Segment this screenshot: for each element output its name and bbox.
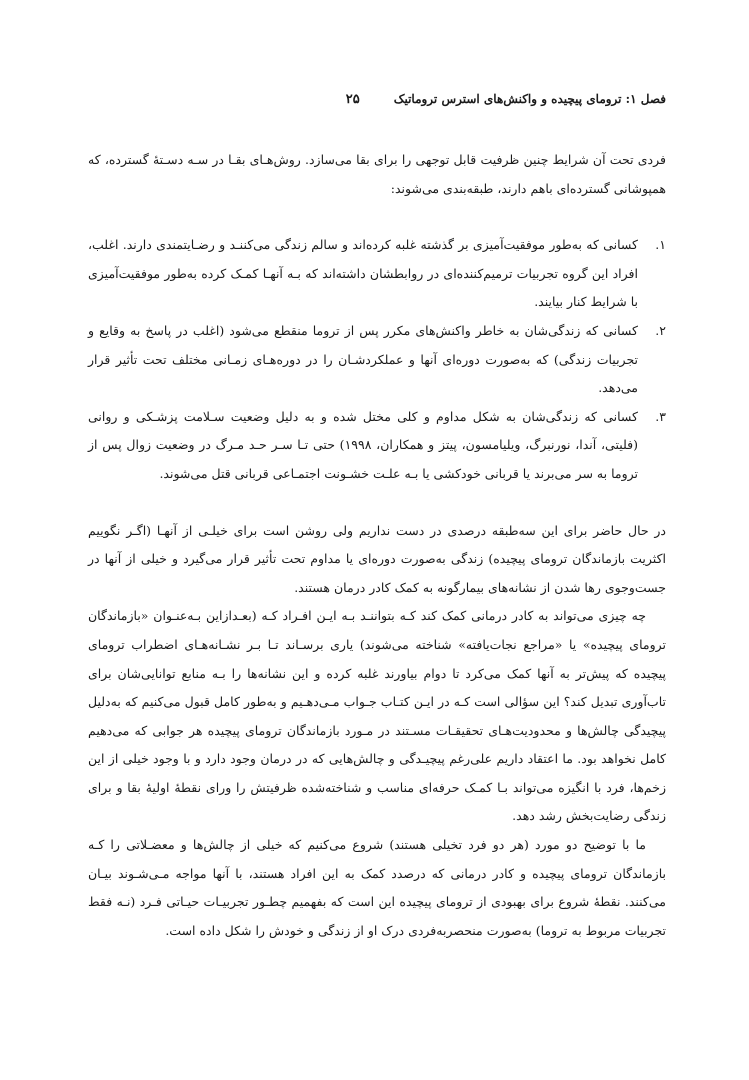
intro-paragraph: فردی تحت آن شرایط چنین ظرفیت قابل توجهی را برای بقا می‌سازد. روش‌هـای بقـا در سـه دسـتهٔ گسترده، که همپوشانی گسترده‌ای باهم دارند، طبقه‌بندی می‌شوند: <box>88 152 666 196</box>
chapter-title: فصل ۱: ترومای پیچیده و واکنش‌های استرس تروماتیک <box>393 92 666 106</box>
page-number: ۲۵ <box>345 92 360 107</box>
list-item-number: ۲. <box>655 322 666 338</box>
list-item-text: کسانی که به‌طور موفقیت‌آمیزی بر گذشته غلبه کرده‌اند و سالم زندگی می‌کننـد و رضـایتمندی دارند. اغلب، افراد این گروه تجربیات ترمیم‌کننده‌ای در روابطشان داشته‌اند که بـه آنهـا کمـک کرده به‌طور موفقیت‌آمیزی با شرایط کنار بیایند. <box>88 237 638 310</box>
body-paragraph: چه چیزی می‌تواند به کادر درمانی کمک کند کـه بتواننـد بـه ایـن افـراد کـه (بعـدازاین بـه‌عنـوان «بازماندگان ترومای پیچیده» یا «مراجع نجات‌یافته» شناخته می‌شوند) یاری برسـاند تـا بـر نشـانه‌هـای اضطراب ترومای پیچیده که پیش‌تر به آنها کمک می‌کرد تا دوام بیاورند غلبه کرده و این نشانه‌ها را بـه منابع توانایی‌شان برای تاب‌آوری تبدیل کند؟ این سؤالی است کـه در ایـن کتـاب جـواب مـی‌دهـیم و به‌طور کامل قبول می‌کنیم که به‌دلیل پیچیدگی چالش‌ها و محدودیت‌هـای تحقیقـات مسـتند در مـورد بازماندگان ترومای پیچیده هر جوابی که می‌دهیم کامل نخواهد بود. ما اعتقاد داریم علی‌رغم پیچیـدگی و چالش‌هایی که در درمان وجود دارد و با وجود خیلی از این زخم‌ها، فرد با انگیزه می‌تواند بـا کمـک حرفه‌ای مناسب و شناخته‌شده ظرفیتش را ورای نقطهٔ اولیهٔ بقا و برای زندگی رضایت‌بخش رشد دهد. <box>88 608 666 824</box>
list-item-text: کسانی که زندگی‌شان به شکل مداوم و کلی مختل شده و به دلیل وضعیت سـلامت پزشـکی و روانی (فلیتی، آندا، نورنبرگ، ویلیامسون، پیتز و همکاران، ۱۹۹۸) حتی تـا سـر حـد مـرگ در وضعیت زوال پس از تروما به سر می‌برند یا قربانی خودکشی یا بـه علـت خشـونت اجتمـاعی قربانی قتل می‌شوند. <box>88 408 638 481</box>
list-item <box>88 403 666 489</box>
list-item <box>88 231 666 317</box>
book-page <box>88 92 666 945</box>
list-item <box>88 317 666 403</box>
running-header <box>88 92 666 116</box>
list-item-text: کسانی که زندگی‌شان به خاطر واکنش‌های مکرر پس از تروما منقطع می‌شود (اغلب در پاسخ به وقایع و تجربیات زندگی) که به‌صورت دوره‌ای آنها و عملکردشـان را در دوره‌هـای زمـانی مختلف تحت تأثیر قرار می‌دهد. <box>88 322 638 396</box>
list-item-number: ۳. <box>655 408 666 424</box>
survival-category-list <box>88 231 666 488</box>
body-paragraph: در حال حاضر برای این سه‌طبقه درصدی در دست نداریم ولی روشن است برای خیلـی از آنهـا (اگـر نگوییم اکثریت بازماندگان ترومای پیچیده) زندگی به‌صورت دوره‌ای یا مداوم تحت تأثیر قرار می‌گیرد و خیلی از آنها در جست‌وجوی رها شدن از نشانه‌های بیمارگونه به کمک کادر درمان هستند. <box>88 522 666 595</box>
body-paragraph: ما با توضیح دو مورد (هر دو فرد تخیلی هستند) شروع می‌کنیم که خیلی از چالش‌ها و معضـلاتی را کـه بازماندگان ترومای پیچیده و کادر درمانی که درصدد کمک به این افراد هستند، با آنها مواجه مـی‌شـوند بیـان می‌کنند. نقطهٔ شروع برای بهبودی از ترومای پیچیده این است که بفهمیم چطـور تجربیـات حیـاتی فـرد (نـه فقط تجربیات مربوط به تروما) به‌صورت منحصربه‌فردی درک او از زندگی و خودش را شکل داده است. <box>88 837 666 938</box>
list-item-number: ۱. <box>655 237 666 253</box>
